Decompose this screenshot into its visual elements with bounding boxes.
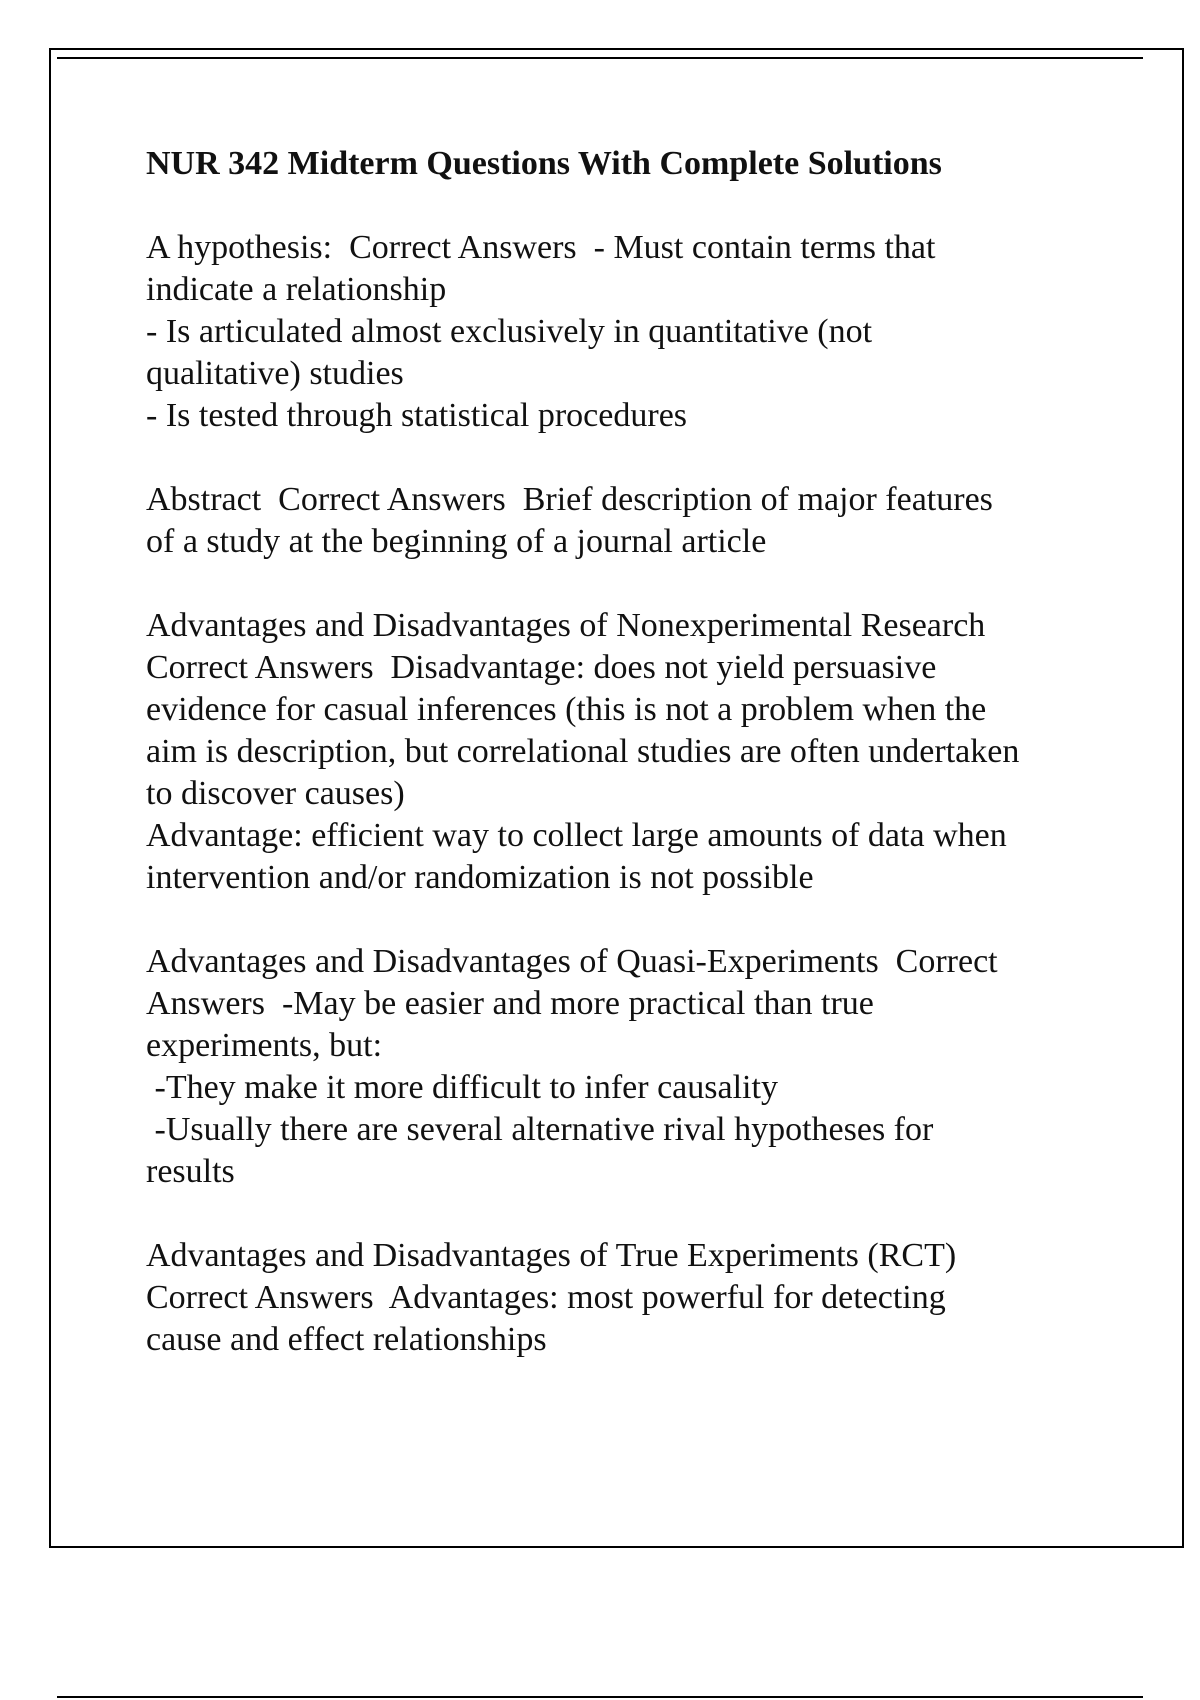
text-line: Advantages and Disadvantages of Quasi-Experiments Correct	[146, 943, 998, 980]
qa-entry-hypothesis	[146, 227, 1106, 437]
qa-entry-quasi-experiments	[146, 941, 1106, 1193]
document-title: NUR 342 Midterm Questions With Complete Solutions	[146, 145, 942, 182]
text-line: evidence for casual inferences (this is not a problem when the	[146, 691, 987, 728]
text-line: -They make it more difficult to infer causality	[146, 1069, 778, 1106]
text-line: Correct Answers Advantages: most powerful for detecting	[146, 1279, 946, 1316]
text-line: Correct Answers Disadvantage: does not yield persuasive	[146, 649, 937, 686]
text-line: cause and effect relationships	[146, 1321, 547, 1358]
qa-entry-abstract	[146, 479, 1106, 563]
text-line: intervention and/or randomization is not possible	[146, 859, 814, 896]
text-line: of a study at the beginning of a journal article	[146, 523, 767, 560]
text-line: aim is description, but correlational studies are often undertaken	[146, 733, 1020, 770]
text-line: -Usually there are several alternative rival hypotheses for	[146, 1111, 934, 1148]
qa-entry-nonexperimental	[146, 605, 1106, 899]
text-line: Answers -May be easier and more practical than true	[146, 985, 874, 1022]
text-line: Advantages and Disadvantages of True Experiments (RCT)	[146, 1237, 957, 1274]
text-line: indicate a relationship	[146, 271, 447, 308]
text-line: experiments, but:	[146, 1027, 383, 1064]
text-line: results	[146, 1153, 235, 1190]
text-line: A hypothesis: Correct Answers - Must contain terms that	[146, 229, 936, 266]
text-line: Advantages and Disadvantages of Nonexperimental Research	[146, 607, 986, 644]
text-line: Abstract Correct Answers Brief description of major features	[146, 481, 993, 518]
text-line: - Is tested through statistical procedures	[146, 397, 688, 434]
bottom-horizontal-rule	[57, 1696, 1143, 1698]
document-body	[146, 143, 1106, 1403]
text-line: Advantage: efficient way to collect large amounts of data when	[146, 817, 1007, 854]
text-line: - Is articulated almost exclusively in quantitative (not	[146, 313, 873, 350]
text-line: to discover causes)	[146, 775, 405, 812]
top-horizontal-rule	[57, 57, 1143, 59]
qa-entry-true-experiments	[146, 1235, 1106, 1361]
text-line: qualitative) studies	[146, 355, 404, 392]
